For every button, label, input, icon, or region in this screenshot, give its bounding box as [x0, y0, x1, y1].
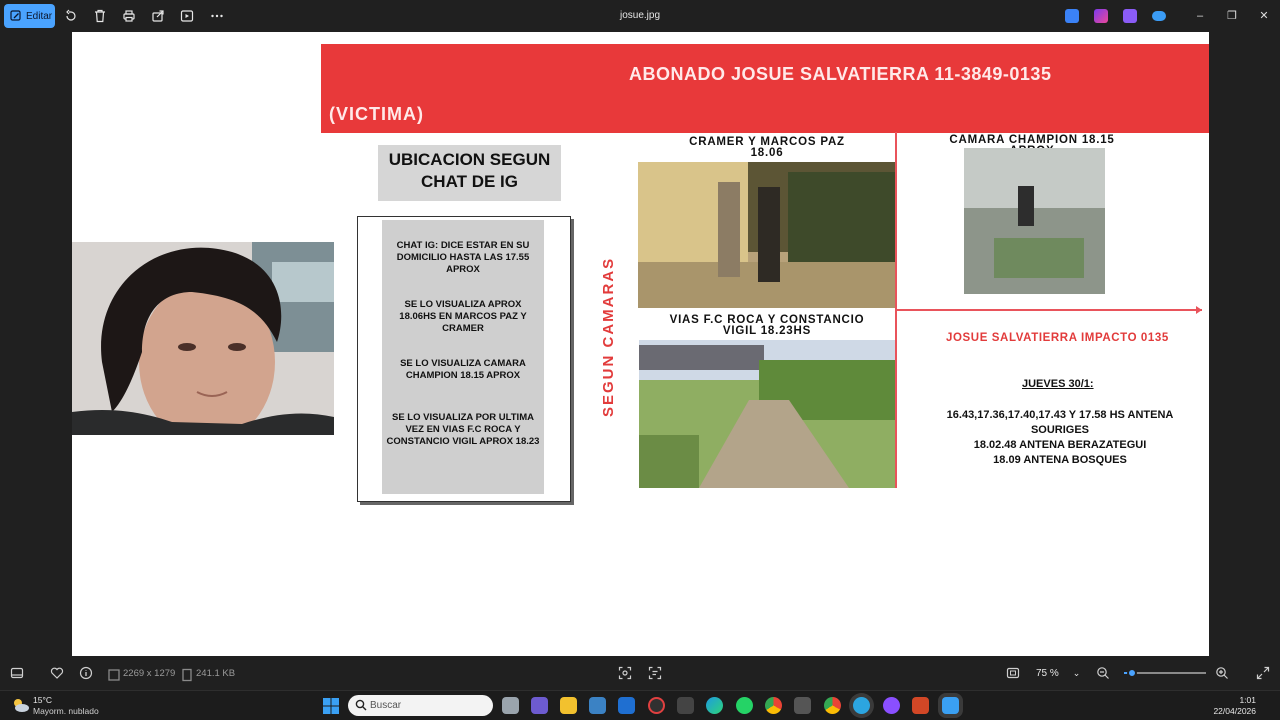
- clock-date[interactable]: 22/04/2026: [1213, 706, 1256, 716]
- file-size: 241.1 KB: [196, 668, 236, 679]
- favorite-icon[interactable]: [50, 666, 64, 680]
- rotate-icon[interactable]: [63, 8, 79, 24]
- weather-description[interactable]: Mayorm. nublado: [33, 706, 99, 716]
- mail-icon[interactable]: [618, 697, 635, 714]
- edge-icon[interactable]: [706, 697, 723, 714]
- victim-photo: [72, 242, 334, 435]
- antena-line: 18.02.48 ANTENA BERAZATEGUI: [973, 439, 1147, 451]
- telegram-icon[interactable]: [853, 697, 870, 714]
- ubicacion-title: UBICACION SEGUN CHAT DE IG: [378, 145, 561, 201]
- photos-icon[interactable]: [942, 697, 959, 714]
- edit-button[interactable]: [4, 4, 55, 28]
- fullscreen-icon[interactable]: [1256, 666, 1270, 680]
- chat-summary-panel: [357, 216, 571, 502]
- app-icon[interactable]: [677, 697, 694, 714]
- antenas-list: [920, 408, 1200, 468]
- camera-photo-vias: [639, 340, 896, 488]
- chat-paragraph: CHAT IG: DICE ESTAR EN SU DOMICILIO HASTA LAS 17.55 APROX: [396, 240, 530, 275]
- store-icon[interactable]: [589, 697, 606, 714]
- antena-line: 18.09 ANTENA BOSQUES: [993, 454, 1127, 466]
- copilot-icon[interactable]: [1094, 9, 1108, 23]
- whatsapp-icon[interactable]: [736, 697, 753, 714]
- jueves-heading: JUEVES 30/1:: [1022, 378, 1094, 390]
- zoom-slider[interactable]: [1124, 672, 1206, 674]
- zoom-in-icon[interactable]: [1215, 666, 1229, 680]
- zoom-slider-thumb[interactable]: [1127, 668, 1137, 678]
- antena-line: 16.43,17.36,17.40,17.43 Y 17.58 HS ANTENA SOURIGES: [946, 409, 1174, 436]
- chat-paragraph: SE LO VISUALIZA APROX 18.06HS EN MARCOS PAZ Y CRAMER: [399, 299, 527, 334]
- more-options-icon[interactable]: [209, 8, 225, 24]
- chevron-down-icon: ⌄: [1072, 667, 1081, 678]
- file-explorer-icon[interactable]: [560, 697, 577, 714]
- recorder-icon[interactable]: [648, 697, 665, 714]
- banner-title: ABONADO JOSUE SALVATIERRA 11-3849-0135: [629, 64, 1052, 84]
- search-placeholder: Buscar: [370, 700, 402, 711]
- info-icon[interactable]: [79, 666, 93, 680]
- maximize-icon[interactable]: ❐: [1227, 10, 1237, 22]
- share-icon[interactable]: [150, 8, 166, 24]
- image-canvas: [72, 32, 1209, 656]
- print-icon[interactable]: [121, 8, 137, 24]
- weather-icon[interactable]: [10, 697, 30, 713]
- delete-icon[interactable]: [92, 8, 108, 24]
- text-recognition-icon[interactable]: [648, 666, 662, 680]
- banner-victim-label: (VICTIMA): [329, 104, 424, 124]
- segun-camaras-label: SEGUN CAMARAS: [600, 256, 617, 418]
- image-dimensions: 2269 x 1279: [123, 668, 176, 679]
- teams-icon[interactable]: [531, 697, 548, 714]
- camera-photo-cramer: [638, 162, 895, 308]
- settings-icon[interactable]: [794, 697, 811, 714]
- camera-label-vias: VIAS F.C ROCA Y CONSTANCIO VIGIL 18.23HS: [669, 314, 865, 337]
- clock-time[interactable]: 1:01: [1239, 695, 1256, 705]
- filmstrip-icon[interactable]: [10, 666, 24, 680]
- camera-photo-champion: [964, 148, 1105, 294]
- designer-icon[interactable]: [1065, 9, 1079, 23]
- scan-icon[interactable]: [618, 666, 632, 680]
- search-icon: [355, 699, 367, 711]
- red-banner: [321, 44, 1209, 133]
- camera-label-cramer: CRAMER Y MARCOS PAZ 18.06: [689, 136, 845, 159]
- windows-taskbar: [0, 690, 1280, 720]
- weather-temperature[interactable]: 15°C: [33, 695, 52, 705]
- fit-to-window-icon[interactable]: [1006, 666, 1020, 680]
- onedrive-icon[interactable]: [1152, 11, 1166, 21]
- file-title: josue.jpg: [619, 10, 661, 21]
- task-view-icon[interactable]: [502, 697, 519, 714]
- circle-app-icon[interactable]: [883, 697, 900, 714]
- windows-start-icon[interactable]: [323, 698, 339, 714]
- impacto-label: JOSUE SALVATIERRA IMPACTO 0135: [946, 332, 1169, 344]
- chat-paragraph: SE LO VISUALIZA POR ULTIMA VEZ EN VIAS F.C ROCA Y CONSTANCIO VIGIL APROX 18.23: [386, 412, 540, 447]
- close-icon[interactable]: ✕: [1259, 10, 1269, 22]
- chat-summary-text: [382, 220, 544, 494]
- zoom-level: 75 %: [1036, 667, 1059, 679]
- dimensions-icon: [107, 668, 117, 678]
- zoom-out-icon[interactable]: [1096, 666, 1110, 680]
- powerpoint-icon[interactable]: [912, 697, 929, 714]
- chrome-icon[interactable]: [765, 697, 782, 714]
- slideshow-icon[interactable]: [179, 8, 195, 24]
- file-size-icon: [180, 668, 190, 678]
- edit-button-label: Editar: [26, 10, 53, 22]
- top-toolbar: [0, 0, 1280, 32]
- camera-label-champion: CAMARA CHAMPION 18.15: [949, 134, 1115, 146]
- arrow-right-icon: [1196, 306, 1202, 314]
- divider-horizontal: [895, 309, 1202, 311]
- chat-paragraph: SE LO VISUALIZA CAMARA CHAMPION 18.15 APROX: [400, 358, 526, 381]
- zoom-level-select[interactable]: [1028, 662, 1086, 684]
- edit-icon: [10, 10, 22, 22]
- taskbar-search-input[interactable]: [348, 695, 493, 716]
- minimize-icon[interactable]: –: [1196, 10, 1204, 22]
- clipchamp-icon[interactable]: [1123, 9, 1137, 23]
- chrome-profile-icon[interactable]: [824, 697, 841, 714]
- status-bar: [0, 656, 1280, 690]
